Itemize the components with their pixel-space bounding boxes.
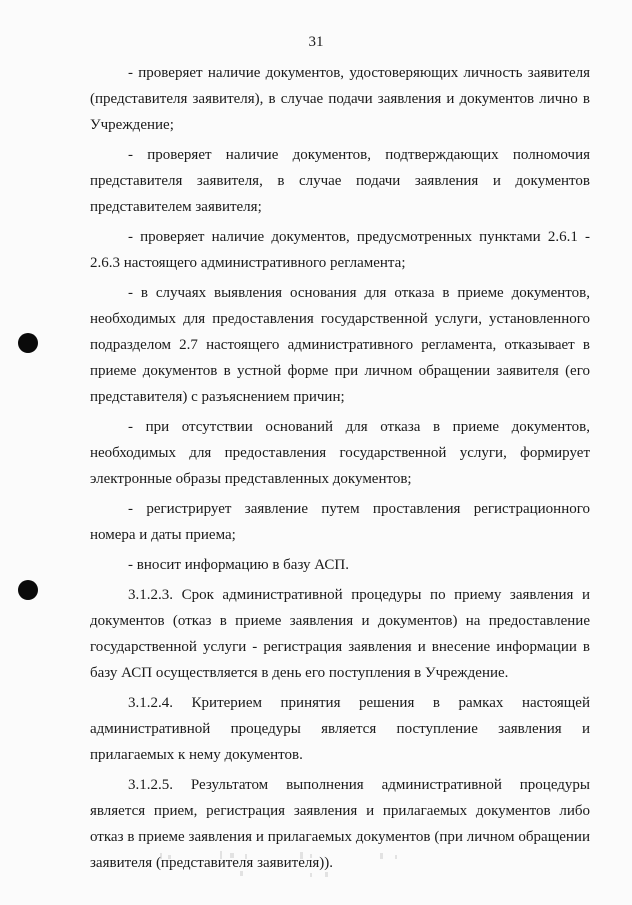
scan-noise-artifact xyxy=(150,845,450,885)
paragraph-3-1-2-3: 3.1.2.3. Срок административной процедуры по приему заявления и документов (отказ в приеме заявления и документов) на предоставление государственной услуги - регистрация заявления и внесение информации в базу АСП осуществляется в день его поступления в Учреждение. xyxy=(90,587,590,681)
punch-hole-mark xyxy=(18,333,38,353)
paragraph-registration: - регистрирует заявление путем проставления регистрационного номера и даты приема; xyxy=(90,501,590,543)
document-body xyxy=(90,60,590,880)
paragraph-refusal: - в случаях выявления основания для отказа в приеме документов, необходимых для предоставления государственной услуги, установленного подразделом 2.7 настоящего административного регламента, отказывает в приеме документов в устной форме при личном обращении заявителя (его представителя) с разъяснением причин; xyxy=(90,285,590,405)
paragraph-3-1-2-5: 3.1.2.5. Результатом выполнения административной процедуры является прием, регистрация заявления и прилагаемых документов либо отказ в приеме заявления и прилагаемых документов (при личном обращении заявителя (представителя заявителя)). xyxy=(90,777,590,871)
page-number: 31 xyxy=(308,34,324,50)
paragraph-check-documents: - проверяет наличие документов, предусмотренных пунктами 2.6.1 - 2.6.3 настоящего административного регламента; xyxy=(90,229,590,271)
paragraph-3-1-2-4: 3.1.2.4. Критерием принятия решения в рамках настоящей административной процедуры является поступление заявления и прилагаемых к нему документов. xyxy=(90,695,590,763)
paragraph-electronic-images: - при отсутствии оснований для отказа в приеме документов, необходимых для предоставления государственной услуги, формирует электронные образы представленных документов; xyxy=(90,419,590,487)
paragraph-asp-entry: - вносит информацию в базу АСП. xyxy=(128,557,349,573)
punch-hole-mark xyxy=(18,580,38,600)
paragraph-check-identity: - проверяет наличие документов, удостоверяющих личность заявителя (представителя заявителя), в случае подачи заявления и документов лично в Учреждение; xyxy=(90,65,590,133)
paragraph-check-authority: - проверяет наличие документов, подтверждающих полномочия представителя заявителя, в случае подачи заявления и документов представителем заявителя; xyxy=(90,147,590,215)
